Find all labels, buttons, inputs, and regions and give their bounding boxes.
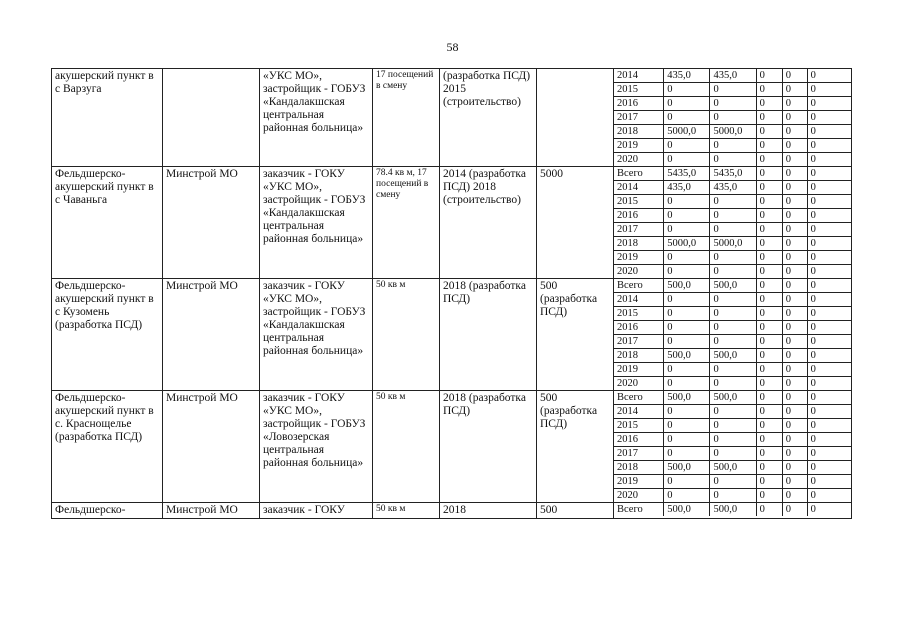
total-amount: 0 xyxy=(664,293,710,307)
local-amount: 0 xyxy=(782,405,807,419)
local-amount: 0 xyxy=(782,237,807,251)
federal-amount: 0 xyxy=(756,265,782,279)
federal-amount: 0 xyxy=(756,405,782,419)
regional-amount: 500,0 xyxy=(710,279,756,293)
local-amount: 0 xyxy=(782,153,807,167)
regional-amount: 0 xyxy=(710,209,756,223)
total-amount: 500,0 xyxy=(664,279,710,293)
customer-cell: заказчик - ГОКУ xyxy=(260,503,373,519)
year-label: 2014 xyxy=(614,293,664,307)
federal-amount: 0 xyxy=(756,349,782,363)
year-label: 2019 xyxy=(614,139,664,153)
funding-by-year-cell xyxy=(614,167,852,279)
year-label: 2019 xyxy=(614,363,664,377)
funding-year-row xyxy=(614,461,851,475)
local-amount: 0 xyxy=(782,321,807,335)
regional-amount: 0 xyxy=(710,83,756,97)
funding-by-year-cell xyxy=(614,279,852,391)
federal-amount: 0 xyxy=(756,503,782,516)
year-label: 2018 xyxy=(614,349,664,363)
local-amount: 0 xyxy=(782,307,807,321)
federal-amount: 0 xyxy=(756,251,782,265)
total-amount: 0 xyxy=(664,307,710,321)
regional-amount: 0 xyxy=(710,447,756,461)
total-amount: 0 xyxy=(664,139,710,153)
total-amount: 0 xyxy=(664,363,710,377)
regional-amount: 0 xyxy=(710,265,756,279)
total-amount: 500,0 xyxy=(664,349,710,363)
total-amount: 0 xyxy=(664,433,710,447)
funding-by-year-table xyxy=(614,69,851,166)
other-amount: 0 xyxy=(807,293,851,307)
federal-amount: 0 xyxy=(756,391,782,405)
other-amount: 0 xyxy=(807,433,851,447)
local-amount: 0 xyxy=(782,447,807,461)
local-amount: 0 xyxy=(782,279,807,293)
cost-cell: 500 (разработка ПСД) xyxy=(537,279,614,391)
funding-year-row xyxy=(614,279,851,293)
funding-year-row xyxy=(614,335,851,349)
federal-amount: 0 xyxy=(756,279,782,293)
year-label: 2019 xyxy=(614,475,664,489)
other-amount: 0 xyxy=(807,97,851,111)
total-amount: 0 xyxy=(664,83,710,97)
customer-cell: заказчик - ГОКУ «УКС МО», застройщик - ГОБУЗ «Кандалакшская центральная районная больница» xyxy=(260,279,373,391)
year-label: 2016 xyxy=(614,209,664,223)
funding-year-row xyxy=(614,377,851,391)
regional-amount: 0 xyxy=(710,335,756,349)
year-label: 2018 xyxy=(614,125,664,139)
local-amount: 0 xyxy=(782,111,807,125)
local-amount: 0 xyxy=(782,433,807,447)
total-amount: 0 xyxy=(664,475,710,489)
local-amount: 0 xyxy=(782,503,807,516)
other-amount: 0 xyxy=(807,405,851,419)
local-amount: 0 xyxy=(782,181,807,195)
ministry-cell: Минстрой МО xyxy=(163,279,260,391)
other-amount: 0 xyxy=(807,237,851,251)
federal-amount: 0 xyxy=(756,377,782,391)
total-amount: 0 xyxy=(664,209,710,223)
regional-amount: 435,0 xyxy=(710,69,756,83)
year-label: 2020 xyxy=(614,377,664,391)
ministry-cell xyxy=(163,69,260,167)
funding-year-row xyxy=(614,391,851,405)
local-amount: 0 xyxy=(782,489,807,503)
stage-cell: 2018 (разработка ПСД) xyxy=(440,391,537,503)
local-amount: 0 xyxy=(782,335,807,349)
other-amount: 0 xyxy=(810,266,816,277)
cost-cell xyxy=(537,69,614,167)
regional-amount: 435,0 xyxy=(710,181,756,195)
regional-amount: 0 xyxy=(710,139,756,153)
other-amount: 0 xyxy=(807,111,851,125)
federal-amount: 0 xyxy=(756,461,782,475)
other-amount: 0 xyxy=(807,83,851,97)
federal-amount: 0 xyxy=(756,181,782,195)
other-amount: 0 xyxy=(807,279,851,293)
object-name-cell: Фельдшерско-акушерский пункт в с Кузомень (разработка ПСД) xyxy=(52,279,163,391)
local-amount: 0 xyxy=(782,363,807,377)
funding-year-row xyxy=(614,419,851,433)
regional-amount: 500,0 xyxy=(710,461,756,475)
object-name-cell: Фельдшерско-акушерский пункт в с Чаваньга xyxy=(52,167,163,279)
year-label: 2019 xyxy=(614,251,664,265)
regional-amount: 0 xyxy=(710,419,756,433)
year-label: 2014 xyxy=(614,405,664,419)
funding-year-row xyxy=(614,489,851,503)
total-amount: 0 xyxy=(664,377,710,391)
local-amount: 0 xyxy=(782,377,807,391)
federal-amount: 0 xyxy=(756,167,782,181)
other-amount: 0 xyxy=(807,447,851,461)
year-label: Всего xyxy=(614,279,664,293)
funding-year-row xyxy=(614,349,851,363)
other-amount: 0 xyxy=(807,251,851,265)
year-label: 2020 xyxy=(614,265,664,279)
local-amount: 0 xyxy=(782,83,807,97)
funding-by-year-cell xyxy=(614,503,852,519)
year-label: 2015 xyxy=(614,83,664,97)
cost-cell: 5000 xyxy=(537,167,614,279)
other-amount: 0 xyxy=(807,195,851,209)
local-amount: 0 xyxy=(782,265,807,279)
year-label: 2015 xyxy=(614,307,664,321)
regional-amount: 0 xyxy=(710,363,756,377)
total-amount: 0 xyxy=(664,153,710,167)
regional-amount: 5000,0 xyxy=(710,237,756,251)
other-amount: 0 xyxy=(807,167,851,181)
regional-amount: 0 xyxy=(710,307,756,321)
other-amount: 0 xyxy=(807,461,851,475)
total-amount: 500,0 xyxy=(664,461,710,475)
other-amount: 0 xyxy=(807,209,851,223)
regional-amount: 0 xyxy=(710,377,756,391)
regional-amount: 0 xyxy=(710,223,756,237)
funding-year-row xyxy=(614,111,851,125)
stage-cell: 2018 xyxy=(440,503,537,519)
capacity-cell: 50 кв м xyxy=(373,279,440,391)
stage-cell: (разработка ПСД) 2015 (строительство) xyxy=(440,69,537,167)
federal-amount: 0 xyxy=(756,307,782,321)
other-amount: 0 xyxy=(807,223,851,237)
funding-year-row xyxy=(614,69,851,83)
other-amount: 0 xyxy=(807,321,851,335)
local-amount: 0 xyxy=(782,209,807,223)
total-amount: 0 xyxy=(664,447,710,461)
regional-amount: 0 xyxy=(710,97,756,111)
year-label: 2018 xyxy=(614,461,664,475)
funding-year-row xyxy=(614,153,851,167)
total-amount: 0 xyxy=(664,335,710,349)
regional-amount: 0 xyxy=(710,433,756,447)
funding-year-row xyxy=(614,209,851,223)
funding-year-row xyxy=(614,433,851,447)
object-name-cell: акушерский пункт в с Варзуга xyxy=(52,69,163,167)
other-amount: 0 xyxy=(807,349,851,363)
federal-amount: 0 xyxy=(756,475,782,489)
year-label: 2017 xyxy=(614,447,664,461)
total-amount: 500,0 xyxy=(664,503,710,516)
federal-amount: 0 xyxy=(756,447,782,461)
capacity-cell: 17 посещений в смену xyxy=(373,69,440,167)
year-label: 2015 xyxy=(614,419,664,433)
total-amount: 5000,0 xyxy=(664,125,710,139)
ministry-cell: Минстрой МО xyxy=(163,167,260,279)
funding-year-row xyxy=(614,167,851,181)
funding-year-row xyxy=(614,307,851,321)
funding-year-row xyxy=(614,293,851,307)
local-amount: 0 xyxy=(782,391,807,405)
total-amount: 0 xyxy=(664,251,710,265)
total-amount: 0 xyxy=(664,321,710,335)
regional-amount: 500,0 xyxy=(710,503,756,516)
table-row xyxy=(52,69,852,167)
year-label: 2016 xyxy=(614,433,664,447)
stage-cell: 2014 (разработка ПСД) 2018 (строительство) xyxy=(440,167,537,279)
funding-year-row xyxy=(614,125,851,139)
funding-year-row xyxy=(614,363,851,377)
total-amount: 5435,0 xyxy=(664,167,710,181)
capacity-cell: 50 кв м xyxy=(373,391,440,503)
total-amount: 0 xyxy=(664,419,710,433)
regional-amount: 5000,0 xyxy=(710,125,756,139)
capacity-cell: 78.4 кв м, 17 посещений в смену xyxy=(373,167,440,279)
other-amount: 0 xyxy=(810,490,816,501)
program-table xyxy=(51,68,852,519)
federal-amount: 0 xyxy=(756,223,782,237)
funding-year-row xyxy=(614,265,851,279)
local-amount: 0 xyxy=(782,419,807,433)
year-label: Всего xyxy=(614,391,664,405)
funding-year-row xyxy=(614,237,851,251)
table-body xyxy=(52,69,852,519)
other-amount: 0 xyxy=(810,504,816,515)
funding-by-year-table xyxy=(614,167,851,278)
year-label: 2017 xyxy=(614,111,664,125)
federal-amount: 0 xyxy=(756,433,782,447)
federal-amount: 0 xyxy=(756,111,782,125)
year-label: 2016 xyxy=(614,321,664,335)
other-amount: 0 xyxy=(807,139,851,153)
federal-amount: 0 xyxy=(756,363,782,377)
local-amount: 0 xyxy=(782,293,807,307)
federal-amount: 0 xyxy=(756,237,782,251)
federal-amount: 0 xyxy=(756,69,782,83)
local-amount: 0 xyxy=(782,195,807,209)
regional-amount: 500,0 xyxy=(710,391,756,405)
other-amount: 0 xyxy=(807,335,851,349)
federal-amount: 0 xyxy=(756,195,782,209)
regional-amount: 0 xyxy=(710,405,756,419)
funding-by-year-cell xyxy=(614,69,852,167)
total-amount: 0 xyxy=(664,97,710,111)
funding-year-row xyxy=(614,97,851,111)
total-amount: 0 xyxy=(664,195,710,209)
funding-year-row xyxy=(614,475,851,489)
cost-cell: 500 (разработка ПСД) xyxy=(537,391,614,503)
local-amount: 0 xyxy=(782,97,807,111)
funding-year-row xyxy=(614,83,851,97)
funding-year-row xyxy=(614,251,851,265)
total-amount: 0 xyxy=(664,111,710,125)
federal-amount: 0 xyxy=(756,139,782,153)
funding-year-row xyxy=(614,195,851,209)
local-amount: 0 xyxy=(782,167,807,181)
local-amount: 0 xyxy=(782,251,807,265)
regional-amount: 0 xyxy=(710,111,756,125)
other-amount: 0 xyxy=(807,475,851,489)
other-amount: 0 xyxy=(810,154,816,165)
other-amount: 0 xyxy=(810,378,816,389)
other-amount: 0 xyxy=(807,391,851,405)
regional-amount: 500,0 xyxy=(710,349,756,363)
year-label: 2015 xyxy=(614,195,664,209)
local-amount: 0 xyxy=(782,461,807,475)
funding-year-row xyxy=(614,405,851,419)
regional-amount: 5435,0 xyxy=(710,167,756,181)
local-amount: 0 xyxy=(782,223,807,237)
local-amount: 0 xyxy=(782,125,807,139)
local-amount: 0 xyxy=(782,475,807,489)
regional-amount: 0 xyxy=(710,489,756,503)
ministry-cell: Минстрой МО xyxy=(163,503,260,519)
regional-amount: 0 xyxy=(710,321,756,335)
year-label: 2017 xyxy=(614,223,664,237)
cost-cell: 500 xyxy=(537,503,614,519)
funding-by-year-table xyxy=(614,391,851,502)
total-amount: 0 xyxy=(664,489,710,503)
federal-amount: 0 xyxy=(756,293,782,307)
year-label: 2014 xyxy=(614,69,664,83)
other-amount: 0 xyxy=(807,363,851,377)
year-label: 2017 xyxy=(614,335,664,349)
regional-amount: 0 xyxy=(710,251,756,265)
other-amount: 0 xyxy=(807,69,851,83)
funding-year-row xyxy=(614,223,851,237)
local-amount: 0 xyxy=(782,349,807,363)
other-amount: 0 xyxy=(807,125,851,139)
customer-cell: заказчик - ГОКУ «УКС МО», застройщик - ГОБУЗ «Ловозерская центральная районная больница» xyxy=(260,391,373,503)
total-amount: 5000,0 xyxy=(664,237,710,251)
funding-year-row xyxy=(614,447,851,461)
regional-amount: 0 xyxy=(710,293,756,307)
funding-by-year-table xyxy=(614,503,851,516)
year-label: Всего xyxy=(614,167,664,181)
year-label: 2016 xyxy=(614,97,664,111)
year-label: 2018 xyxy=(614,237,664,251)
table-row xyxy=(52,279,852,391)
funding-year-row xyxy=(614,321,851,335)
other-amount: 0 xyxy=(807,419,851,433)
regional-amount: 0 xyxy=(710,475,756,489)
table-row xyxy=(52,503,852,519)
total-amount: 500,0 xyxy=(664,391,710,405)
total-amount: 435,0 xyxy=(664,181,710,195)
total-amount: 0 xyxy=(664,405,710,419)
year-label: 2020 xyxy=(614,153,664,167)
page-number: 58 xyxy=(446,40,459,54)
total-amount: 0 xyxy=(664,223,710,237)
federal-amount: 0 xyxy=(756,97,782,111)
federal-amount: 0 xyxy=(756,419,782,433)
funding-year-row xyxy=(614,139,851,153)
customer-cell: заказчик - ГОКУ «УКС МО», застройщик - ГОБУЗ «Кандалакшская центральная районная больница» xyxy=(260,167,373,279)
funding-year-row xyxy=(614,503,851,516)
local-amount: 0 xyxy=(782,69,807,83)
funding-by-year-table xyxy=(614,279,851,390)
total-amount: 0 xyxy=(664,265,710,279)
federal-amount: 0 xyxy=(756,489,782,503)
capacity-cell: 50 кв м xyxy=(373,503,440,519)
regional-amount: 0 xyxy=(710,195,756,209)
federal-amount: 0 xyxy=(756,321,782,335)
table-row xyxy=(52,167,852,279)
stage-cell: 2018 (разработка ПСД) xyxy=(440,279,537,391)
year-label: 2014 xyxy=(614,181,664,195)
table-row xyxy=(52,391,852,503)
total-amount: 435,0 xyxy=(664,69,710,83)
federal-amount: 0 xyxy=(756,335,782,349)
object-name-cell: Фельдшерско-акушерский пункт в с. Краснощелье (разработка ПСД) xyxy=(52,391,163,503)
federal-amount: 0 xyxy=(756,153,782,167)
other-amount: 0 xyxy=(807,181,851,195)
federal-amount: 0 xyxy=(756,209,782,223)
federal-amount: 0 xyxy=(756,125,782,139)
ministry-cell: Минстрой МО xyxy=(163,391,260,503)
year-label: 2020 xyxy=(614,489,664,503)
customer-cell: «УКС МО», застройщик - ГОБУЗ «Кандалакшская центральная районная больница» xyxy=(260,69,373,167)
object-name-cell: Фельдшерско- xyxy=(52,503,163,519)
funding-by-year-cell xyxy=(614,391,852,503)
funding-year-row xyxy=(614,181,851,195)
year-label: Всего xyxy=(614,503,664,516)
local-amount: 0 xyxy=(782,139,807,153)
federal-amount: 0 xyxy=(756,83,782,97)
regional-amount: 0 xyxy=(710,153,756,167)
other-amount: 0 xyxy=(807,307,851,321)
